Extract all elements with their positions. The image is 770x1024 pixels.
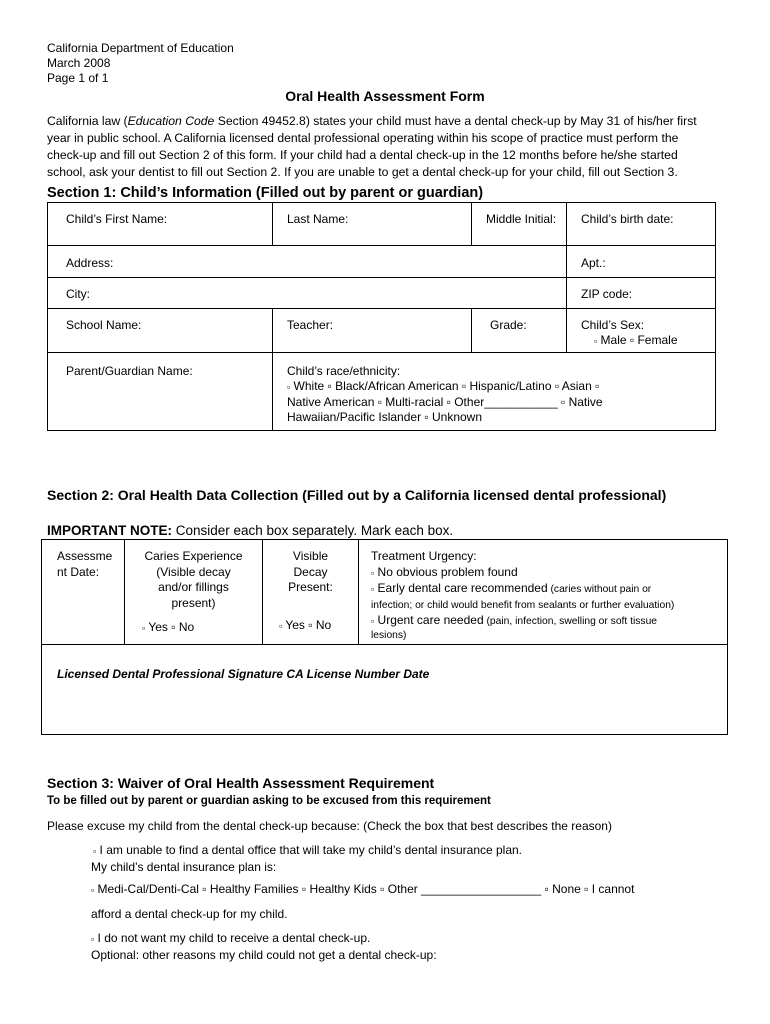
checkbox-icon[interactable]: ▫ <box>93 846 97 856</box>
section3-instruction: Please excuse my child from the dental check-up because: (Check the box that best describes the reason) <box>47 819 612 833</box>
checkbox-icon[interactable]: ▫ <box>279 621 283 631</box>
school-name-field[interactable]: School Name: <box>66 318 142 332</box>
checkbox-icon[interactable]: ▫ <box>91 934 95 944</box>
urgency-option-2-cont: infection; or child would benefit from sealants or further evaluation) <box>371 599 675 611</box>
checkbox-icon[interactable]: ▫ <box>371 615 375 626</box>
parent-name-field[interactable]: Parent/Guardian Name: <box>66 364 193 378</box>
urgency-option-2[interactable]: ▫ Early dental care recommended (caries without pain or <box>371 581 674 598</box>
checkbox-icon[interactable]: ▫ <box>142 623 146 633</box>
address-field[interactable]: Address: <box>66 256 114 270</box>
urgency-option-3-cont: lesions) <box>371 630 407 641</box>
checkbox-icon[interactable]: ▫ <box>287 382 291 392</box>
zip-field[interactable]: ZIP code: <box>581 287 633 301</box>
middle-initial-field[interactable]: Middle Initial: <box>486 212 557 226</box>
checkbox-icon[interactable]: ▫ <box>371 567 375 578</box>
birth-date-field[interactable]: Child’s birth date: <box>581 212 674 226</box>
race-label: Child’s race/ethnicity: <box>287 364 401 378</box>
checkbox-icon[interactable]: ▫ <box>594 336 598 346</box>
waiver-option-refuse[interactable]: ▫ I do not want my child to receive a dental check-up. Optional: other reasons my child could not get a dental check-up: <box>91 931 437 962</box>
form-title: Oral Health Assessment Form <box>285 88 485 104</box>
sex-label: Child’s Sex: <box>581 318 645 332</box>
optional-reasons-label[interactable]: Optional: other reasons my child could not get a dental check-up: <box>91 948 437 962</box>
city-field[interactable]: City: <box>66 287 90 301</box>
urgency-option-3[interactable]: ▫ Urgent care needed (pain, infection, swelling or soft tissue <box>371 613 674 630</box>
intro-line-1: California law (Education Code Section 49452.8) states your child must have a dental check-up by May 31 of his/her first <box>47 114 697 128</box>
apt-field[interactable]: Apt.: <box>581 256 606 270</box>
waiver-option-insurance[interactable]: ▫ I am unable to find a dental office that will take my child’s dental insurance plan. My child’s dental insurance plan is: <box>91 843 523 874</box>
agency-name: California Department of Education <box>47 41 234 55</box>
grade-field[interactable]: Grade: <box>490 318 527 332</box>
caries-experience-label: Caries Experience (Visible decay and/or fillings present) <box>144 549 243 610</box>
intro-line-3: check-up and fill out Section 2 of this form. If your child had a dental check-up in the 12 months before he/she started <box>47 148 678 162</box>
document-date: March 2008 <box>47 56 111 70</box>
sex-options[interactable]: ▫ Male ▫ Female <box>594 333 678 350</box>
section1-title: Section 1: Child’s Information (Filled out by parent or guardian) <box>47 185 484 201</box>
insurance-plan-options-cont: afford a dental check-up for my child. <box>91 907 288 921</box>
intro-paragraph <box>47 113 737 181</box>
visible-decay-yes-no[interactable]: ▫ Yes ▫ No <box>279 618 331 635</box>
urgency-label: Treatment Urgency: <box>371 549 477 563</box>
page-number: Page 1 of 1 <box>47 71 109 85</box>
important-note: IMPORTANT NOTE: Consider each box separately. Mark each box. <box>47 523 454 538</box>
race-options-line-3[interactable]: Hawaiian/Pacific Islander ▫ Unknown <box>287 410 483 424</box>
caries-yes-no[interactable]: ▫ Yes ▫ No <box>142 620 194 637</box>
intro-line-4: school, ask your dentist to fill out Section 2. If you are unable to get a dental check-up for your child, fill out Section 3. <box>47 165 678 179</box>
signature-line[interactable]: Licensed Dental Professional Signature CA License Number Date <box>57 667 430 681</box>
section3-subtitle: To be filled out by parent or guardian asking to be excused from this requirement <box>47 795 491 807</box>
last-name-field[interactable]: Last Name: <box>287 212 349 226</box>
treatment-urgency <box>371 549 674 642</box>
section3-title: Section 3: Waiver of Oral Health Assessment Requirement <box>47 775 435 791</box>
teacher-field[interactable]: Teacher: <box>287 318 334 332</box>
insurance-plan-options[interactable]: ▫ Medi-Cal/Denti-Cal ▫ Healthy Families ▫ Healthy Kids ▫ Other __________________ ▫ None ▫ I cannot <box>91 882 635 896</box>
insurance-plan-label: My child’s dental insurance plan is: <box>91 859 277 874</box>
first-name-field[interactable]: Child’s First Name: <box>66 212 168 226</box>
race-options-line-1[interactable]: ▫ White ▫ Black/African American ▫ Hispanic/Latino ▫ Asian ▫ <box>287 379 599 396</box>
section2-title: Section 2: Oral Health Data Collection (Filled out by a California licensed dental professional) <box>47 487 667 503</box>
checkbox-icon[interactable]: ▫ <box>371 584 375 594</box>
race-options-line-2[interactable]: Native American ▫ Multi-racial ▫ Other___________ ▫ Native <box>287 394 603 409</box>
intro-line-2: year in public school. A California licensed dental professional operating within his scope of practice must perform the <box>47 131 679 145</box>
assessment-date-field[interactable]: Assessme nt Date: <box>57 549 113 579</box>
checkbox-icon[interactable]: ▫ <box>91 885 95 895</box>
visible-decay-label: Visible Decay Present: <box>288 549 333 594</box>
urgency-option-1[interactable]: ▫ No obvious problem found <box>371 565 674 582</box>
